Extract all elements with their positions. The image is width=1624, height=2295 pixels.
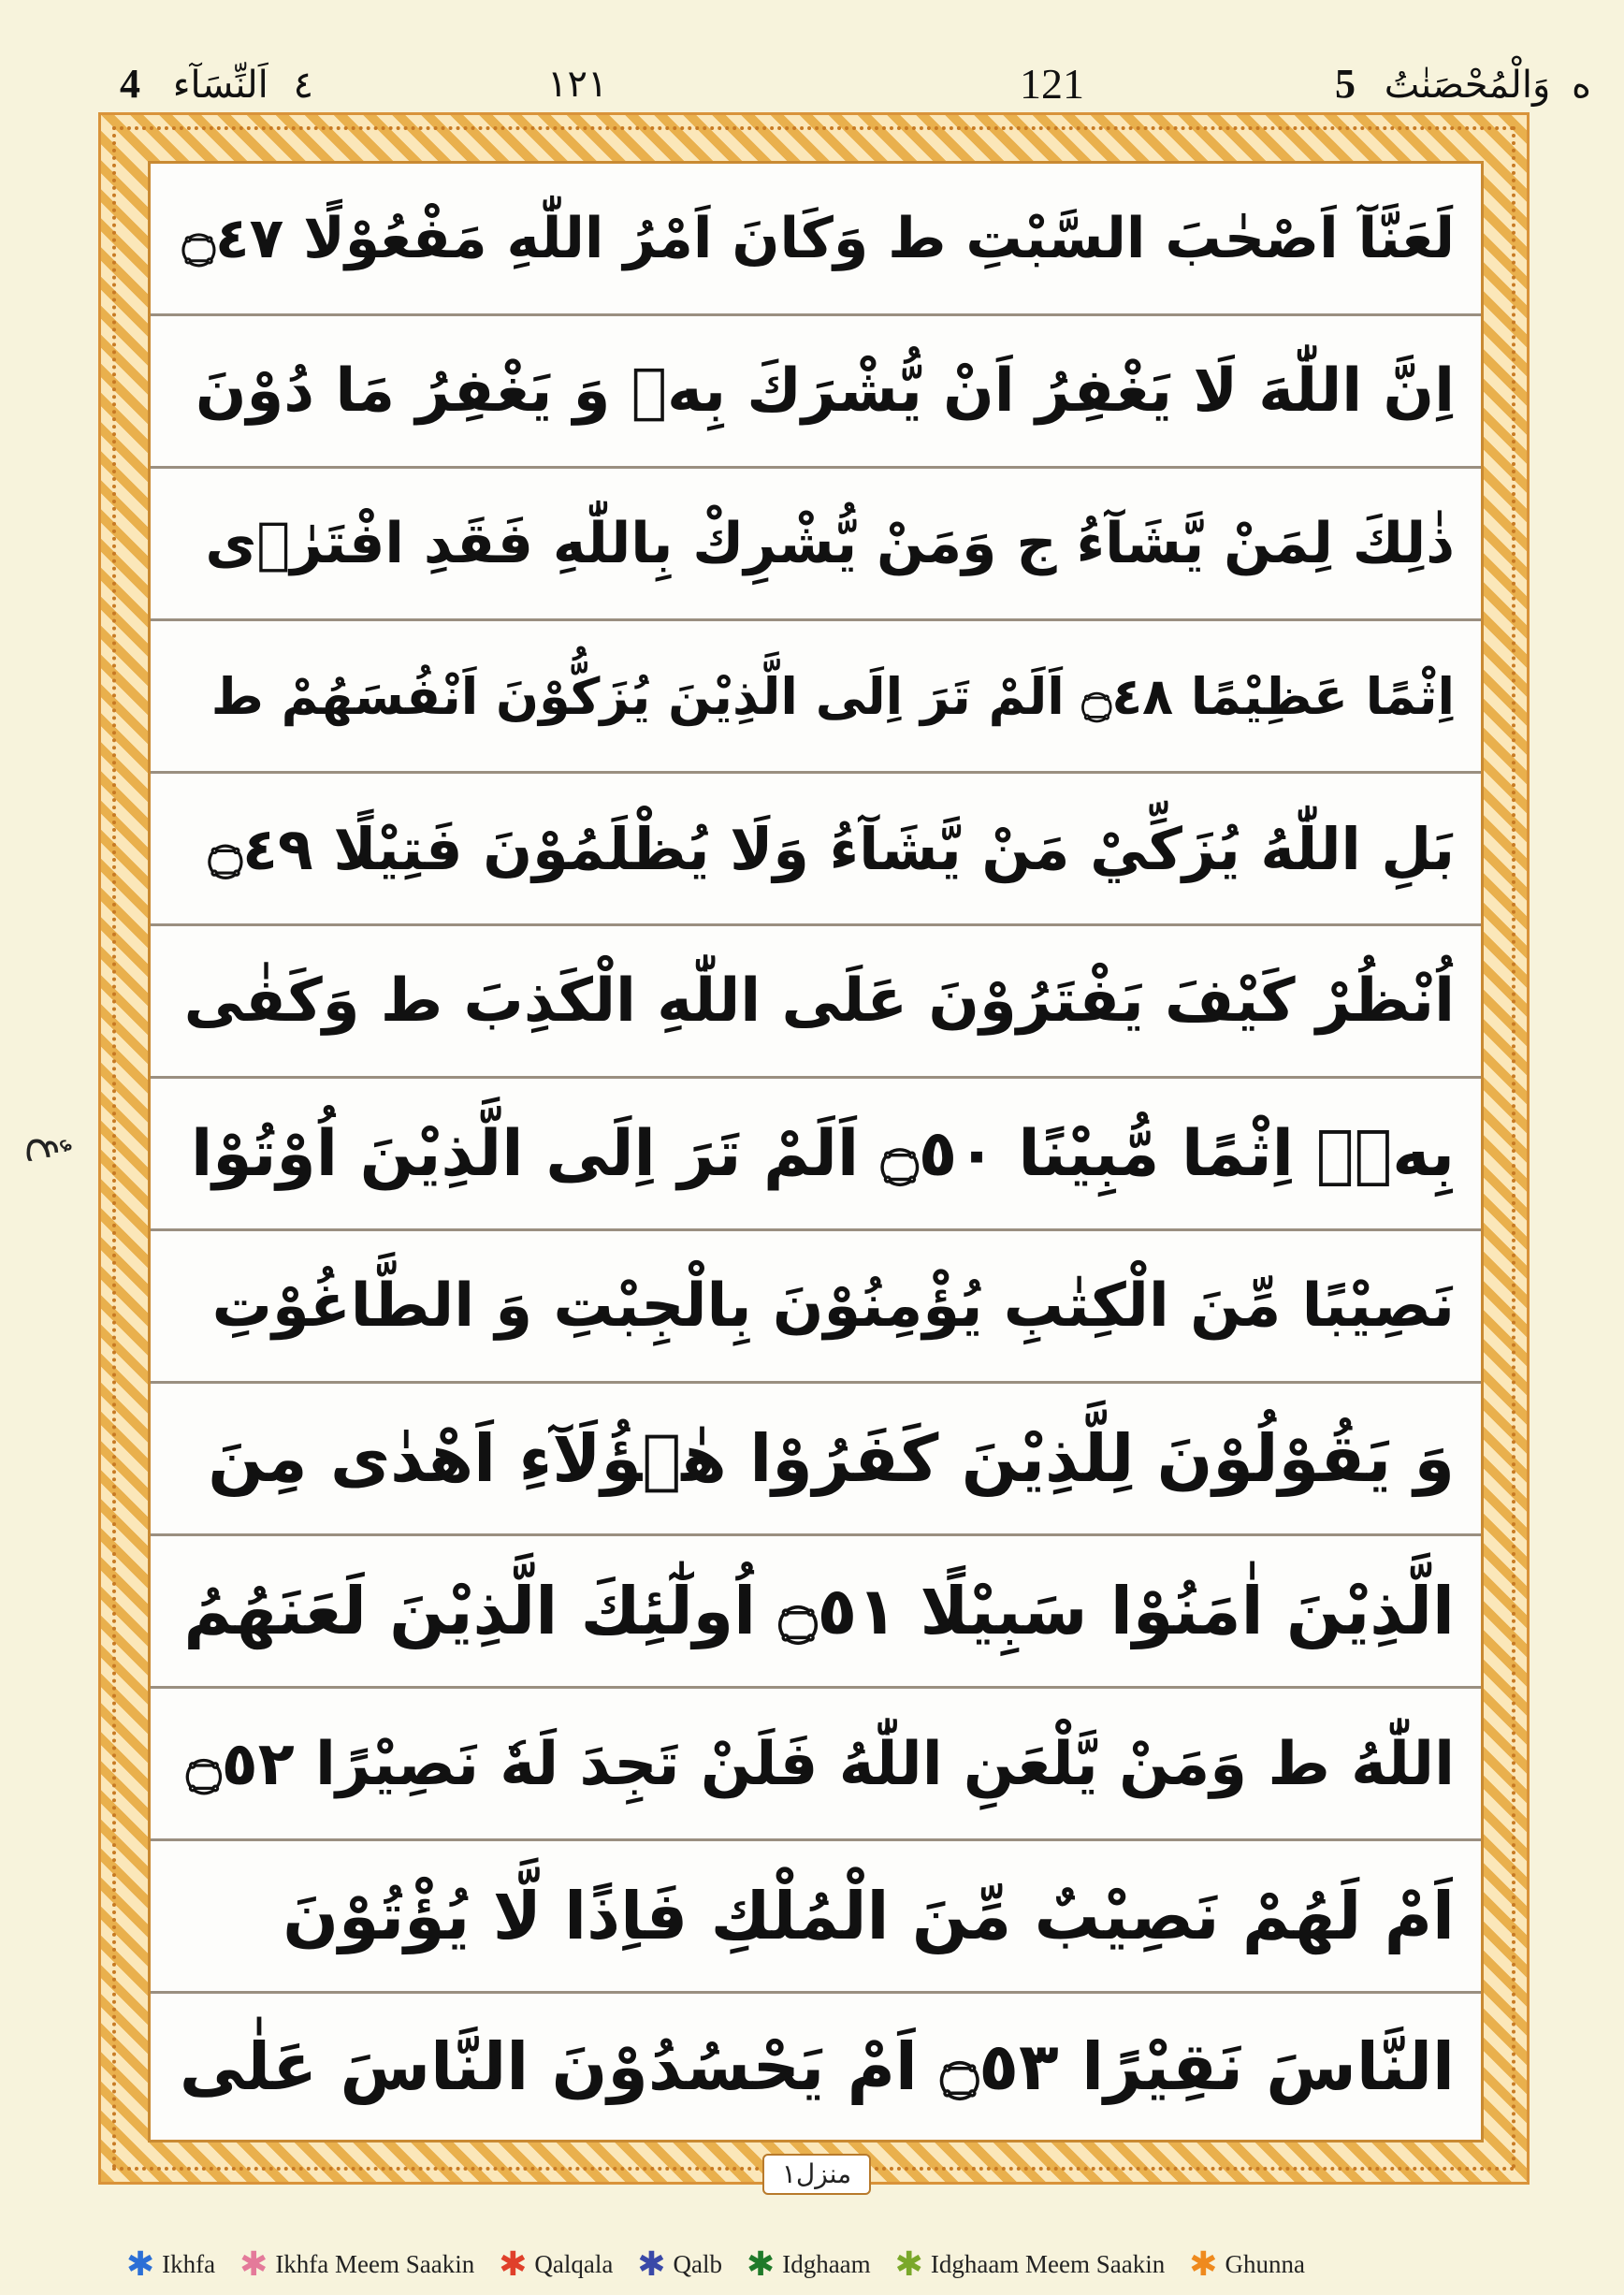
surah-name: اَلنِّسَآء: [172, 64, 268, 107]
legend-label: Ikhfa Meem Saakin: [275, 2249, 475, 2278]
text-line: [151, 1079, 1481, 1231]
juz-name: وَالْمُحْصَنٰتُ: [1384, 64, 1551, 107]
legend-label: Idghaam: [782, 2249, 871, 2278]
legend-item-qalqala: [499, 2247, 613, 2281]
ayah-text: النَّاسَ نَقِيْرًا ۝٥٣ اَمْ يَحْسُدُوْنَ النَّاسَ عَلٰى: [179, 2028, 1455, 2105]
text-line: [151, 1231, 1481, 1384]
star-icon: ✱: [126, 2245, 155, 2283]
legend-label: Ghunna: [1225, 2249, 1305, 2278]
quran-text-panel: [148, 161, 1484, 2142]
legend-item-ghunna: [1189, 2247, 1305, 2281]
tajweed-legend: [126, 2241, 1305, 2288]
text-line: [151, 469, 1481, 621]
ayah-text: لَعَنَّآ اَصْحٰبَ السَّبْتِ ط وَكَانَ اَمْرُ اللّٰهِ مَفْعُوْلًا ۝٤٧: [181, 206, 1455, 271]
star-icon: ✱: [894, 2245, 923, 2283]
ruku-marker: عٌ: [26, 1137, 74, 1162]
ayah-text: اِثْمًا عَظِيْمًا ۝٤٨ اَلَمْ تَرَ اِلَى الَّذِيْنَ يُزَكُّوْنَ اَنْفُسَهُمْ ط: [210, 666, 1455, 726]
legend-item-idghaam-meem-saakin: [895, 2247, 1166, 2281]
juz-number: 5: [1334, 61, 1356, 107]
ayah-text: ذٰلِكَ لِمَنْ يَّشَآءُ ج وَمَنْ يُّشْرِكْ بِاللّٰهِ فَقَدِ افْتَرٰۤى: [205, 511, 1455, 576]
star-icon: ✱: [747, 2245, 776, 2283]
surah-number: 4: [120, 61, 140, 107]
legend-item-idghaam: [747, 2247, 871, 2281]
legend-label: Ikhfa: [162, 2249, 216, 2278]
header-juz: [1327, 56, 1591, 112]
star-icon: ✱: [1189, 2245, 1218, 2283]
juz-marker: ه: [1572, 64, 1591, 107]
text-line: [151, 1994, 1481, 2140]
text-line: [151, 774, 1481, 926]
legend-label: Idghaam Meem Saakin: [930, 2249, 1166, 2278]
ayah-text: الَّذِيْنَ اٰمَنُوْا سَبِيْلًا ۝٥١ اُولٰٓئِكَ الَّذِيْنَ لَعَنَهُمُ: [183, 1573, 1455, 1649]
legend-label: Qalqala: [534, 2249, 614, 2278]
ayah-text: اللّٰهُ ط وَمَنْ يَّلْعَنِ اللّٰهُ فَلَنْ تَجِدَ لَهٗ نَصِيْرًا ۝٥٢: [186, 1729, 1455, 1799]
text-line: [151, 164, 1481, 316]
ayah-text: بِهٖۤ اِثْمًا مُّبِيْنًا ۝٥٠ اَلَمْ تَرَ اِلَى الَّذِيْنَ اُوْتُوْا: [190, 1117, 1455, 1191]
page-number-arabic: ١٢١: [547, 63, 608, 106]
star-icon: ✱: [499, 2245, 528, 2283]
text-line: [151, 1841, 1481, 1994]
manzil-tag: منزل١: [762, 2154, 871, 2195]
legend-item-qalb: [637, 2247, 722, 2281]
text-line: [151, 621, 1481, 774]
text-line: [151, 316, 1481, 469]
legend-item-ikhfa: [126, 2247, 215, 2281]
surah-number-arabic: ٤: [293, 64, 313, 107]
star-icon: ✱: [637, 2245, 666, 2283]
ayah-text: اَمْ لَهُمْ نَصِيْبٌ مِّنَ الْمُلْكِ فَاِذًا لَّا يُؤْتُوْنَ: [283, 1878, 1455, 1954]
legend-label: Qalb: [673, 2249, 723, 2278]
ayah-text: اِنَّ اللّٰهَ لَا يَغْفِرُ اَنْ يُّشْرَكَ بِهٖ وَ يَغْفِرُ مَا دُوْنَ: [195, 356, 1455, 426]
text-line: [151, 926, 1481, 1079]
ayah-text: وَ يَقُوْلُوْنَ لِلَّذِيْنَ كَفَرُوْا هٰۤؤُلَآءِ اَهْدٰى مِنَ: [208, 1420, 1455, 1497]
text-line: [151, 1536, 1481, 1689]
ayah-text: بَلِ اللّٰهُ يُزَكِّيْ مَنْ يَّشَآءُ وَلَا يُظْلَمُوْنَ فَتِيْلًا ۝٤٩: [208, 814, 1455, 883]
star-icon: ✱: [239, 2245, 268, 2283]
ayah-text: اُنْظُرْ كَيْفَ يَفْتَرُوْنَ عَلَى اللّٰهِ الْكَذِبَ ط وَكَفٰى: [183, 966, 1455, 1036]
legend-item-ikhfa-meem-saakin: [239, 2247, 474, 2281]
header-surah: [112, 56, 313, 112]
text-line: [151, 1689, 1481, 1841]
text-line: [151, 1384, 1481, 1536]
page-number: 121: [1020, 60, 1084, 108]
ayah-text: نَصِيْبًا مِّنَ الْكِتٰبِ يُؤْمِنُوْنَ بِالْجِبْتِ وَ الطَّاغُوْتِ: [211, 1271, 1455, 1341]
